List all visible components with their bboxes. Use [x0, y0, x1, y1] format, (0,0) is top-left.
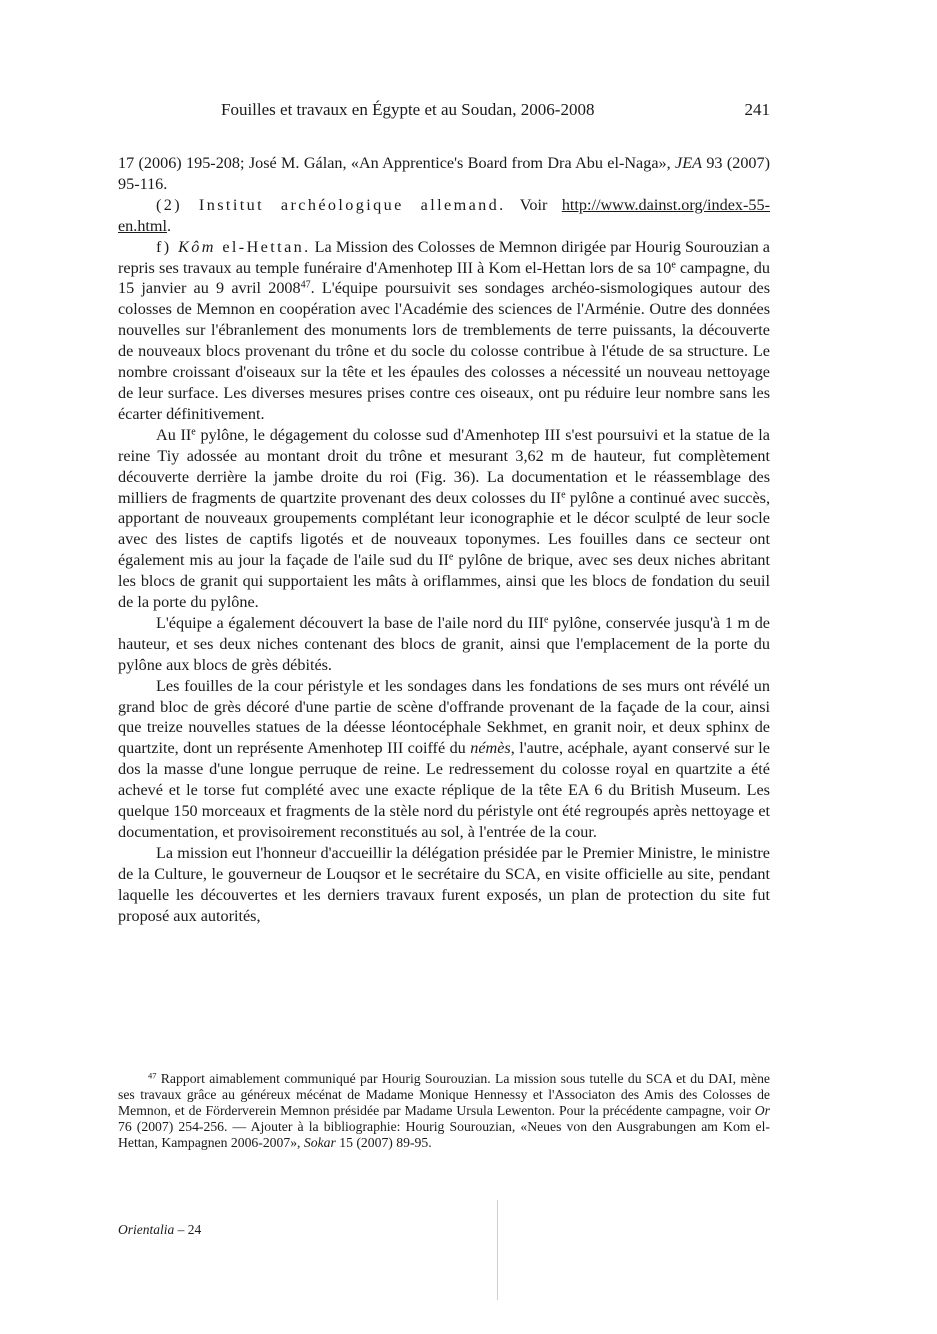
page-number: 241: [744, 100, 770, 119]
signature-footer: Orientalia – 24: [118, 1222, 202, 1237]
paragraph-reference-continuation: 17 (2006) 195-208; José M. Gálan, «An Apprentice's Board from Dra Abu el-Naga», JEA 93 (2007) 95-116.: [118, 154, 771, 193]
journal-name: Orientalia: [118, 1222, 175, 1237]
scan-artifact-line: [497, 1200, 498, 1300]
footnotes: [118, 1071, 770, 1151]
running-header: [118, 100, 770, 126]
paragraph-dainst: (2) Institut archéologique allemand. Voir http://www.dainst.org/index-55-en.html.: [118, 195, 770, 235]
paragraph-second-pylon: Au IIe pylône, le dégagement du colosse sud d'Amenhotep III s'est poursuivi et la statue de la reine Tiy adossée au montant droit du trône et mesurant 3,62 m de hauteur, fut complètement découverte derrière la jambe droite du roi (Fig. 36). La documentation et le réassemblage des milliers de fragments de quartzite provenant des deux colosses du IIe pylône a continué avec succès, apportant de nouveaux groupements complétant leur iconographie et le décor sculpté de leur socle avec des listes de captifs ligotés et de nouveaux toponymes. Les fouilles dans ce secteur ont également mis au jour la façade de l'aile sud du IIe pylône de brique, avec ses deux niches abritant les blocs de granit qui supportaient les mâts à oriflammes, ainsi que les blocs de fondation du seuil de la porte du pylône.: [118, 425, 770, 612]
section-heading: f) Kôm el-Hettan.: [156, 237, 311, 256]
journal-abbrev: JEA: [675, 154, 702, 172]
dainst-link[interactable]: http://www.dainst.org/index-55-en.html: [118, 195, 770, 235]
footnote-47: $^{47}$ Rapport aimablement communiqué par Hourig Sourouzian. La mission sous tutelle du SCA et du DAI, mène ses travaux grâce au généreux mécénat de Madame Monique Hennessy et l'Associaton des Amis des Colosses de Memnon, et de Förderverein Memnon présidée par Madame Ursula Lewenton. Pour la précédente campagne, voir Or 76 (2007) 254-256. — Ajouter à la bibliographie: Hourig Sourouzian, «Neues von den Ausgrabungen am Kom el-Hettan, Kampagnen 2006-2007», Sokar 15 (2007) 89-95.: [118, 1070, 770, 1151]
footnote-ref[interactable]: 47: [300, 279, 311, 291]
main-text: [118, 153, 770, 927]
footnote-number: 47: [148, 1070, 157, 1081]
signature-number: 24: [187, 1222, 202, 1237]
section-label: (2) Institut archéologique allemand.: [156, 195, 506, 214]
paragraph-kom-el-hettan: f) Kôm el-Hettan. La Mission des Colosses de Memnon dirigée par Hourig Sourouzian a repris ses travaux au temple funéraire d'Amenhotep III à Kom el-Hettan lors de sa 10e campagne, du 15 janvier au 9 avril 2008$^{47}$. L'équipe poursuivit ses sondages archéo-sismologiques autour des colosses de Memnon en coopération avec l'Académie des sciences de l'Arménie. Outre des données nouvelles sur l'ébranlement des monuments lors de tremblements de terre puissants, la découverte de nouveaux blocs provenant du trône et du socle du colosse contribue à l'étude de sa structure. Le nombre croissant d'oiseaux sur la tête et les épaules des colosses a nécessité un nouveau nettoyage de leur surface. Les diverses mesures prises contre ces oiseaux, ont pu réduire leur nombre sans les écarter définitivement.: [118, 237, 770, 423]
paragraph-peristyle-court: Les fouilles de la cour péristyle et les sondages dans les fondations de ses murs ont révélé un grand bloc de grès décoré d'une partie de scène d'offrande provenant de la façade de la cour, ainsi que treize nouvelles statues de la déesse léontocéphale Sekhmet, en granit noir, et deux sphinx de quartzite, dont un représente Amenhotep III coiffé du némès, l'autre, acéphale, ayant conservé sur le dos la masse d'une longue perruque de reine. Le redressement du colosse royal en quartzite a été achevé et le torse fut complété avec une exacte réplique de la tête EA 6 du British Museum. Les quelque 150 morceaux et fragments de la stèle nord du péristyle ont été regroupés après nettoyage et documentation, et provisoirement reconstitués au sol, à l'entrée de la cour.: [118, 676, 770, 841]
paragraph-third-pylon: L'équipe a également découvert la base de l'aile nord du IIIe pylône, conservée jusqu'à 1 m de hauteur, et ses deux niches contenant des blocs de granit, ainsi que l'emplacement de la porte du pylône aux blocs de grès débités.: [118, 613, 770, 674]
running-title: Fouilles et travaux en Égypte et au Soudan, 2006-2008: [221, 100, 595, 119]
paragraph-delegation: La mission eut l'honneur d'accueillir la délégation présidée par le Premier Ministre, le ministre de la Culture, le gouverneur de Louqsor et le secrétaire du SCA, en visite officielle au site, pendant laquelle les découvertes et les derniers travaux furent exposés, un plan de protection du site fut proposé aux autorités,: [118, 843, 770, 925]
